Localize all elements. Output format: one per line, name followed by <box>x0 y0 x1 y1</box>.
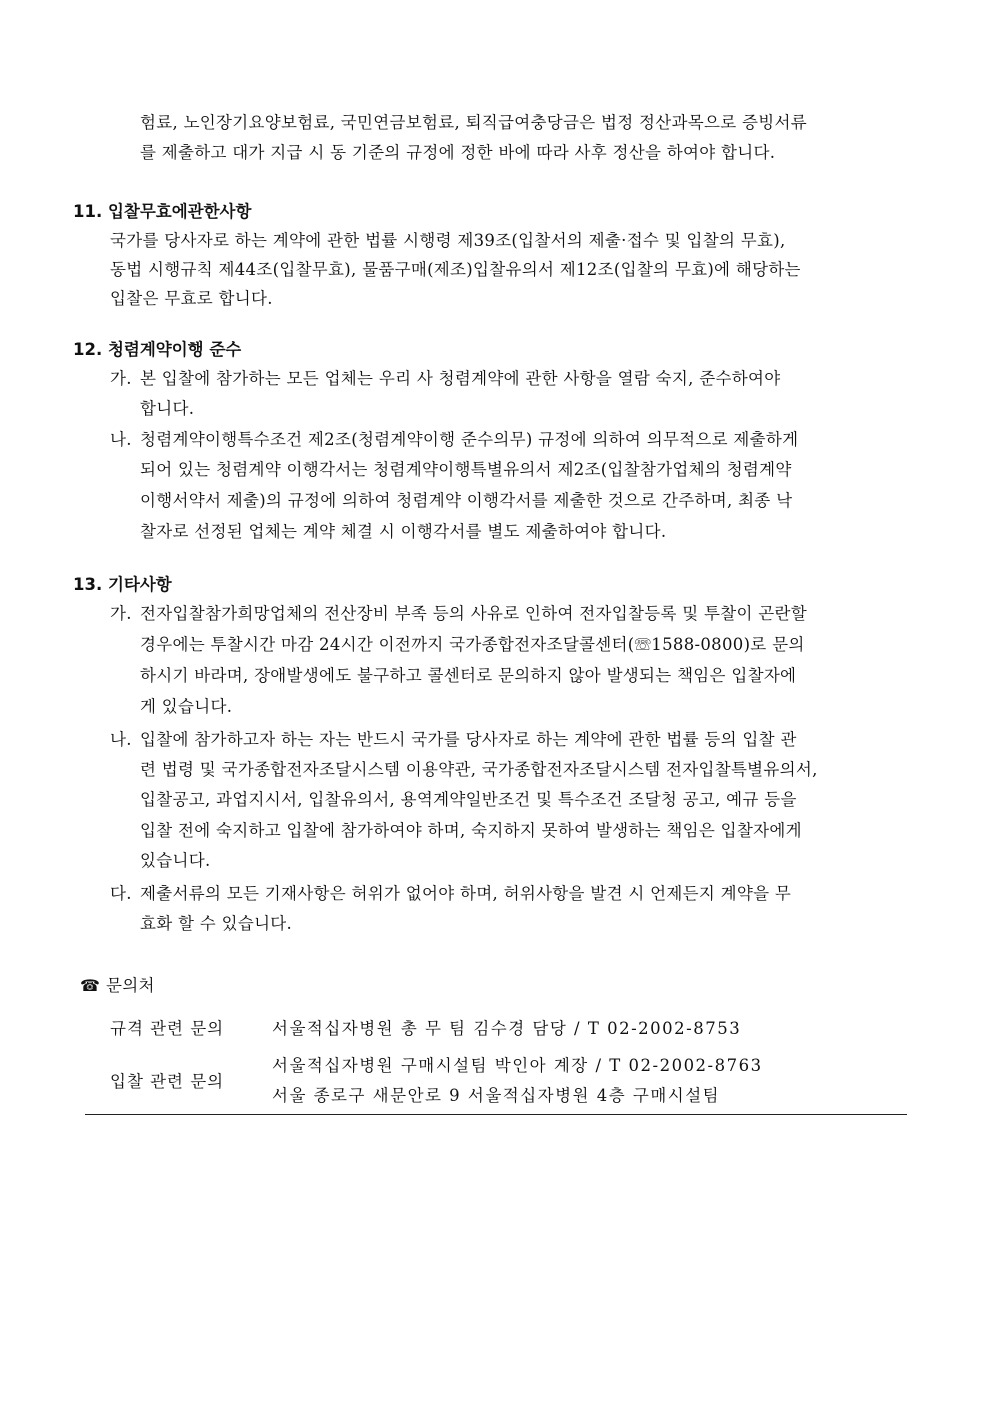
section-13-item-na-line-2: 련 법령 및 국가종합전자조달시스템 이용약관, 국가종합전자조달시스템 전자입찰특별유의서, <box>140 760 818 779</box>
section-12-item-na-line-4: 찰자로 선정된 업체는 계약 체결 시 이행각서를 별도 제출하여야 합니다. <box>140 522 667 541</box>
section-12-item-na-line-2: 되어 있는 청렴계약 이행각서는 청렴계약이행특별유의서 제2조(입찰참가업체의 청렴계약 <box>140 460 792 479</box>
section-13-item-na-line-5: 있습니다. <box>140 851 211 870</box>
contact-row-bid-value-1: 서울적십자병원 구매시설팀 박인아 계장 / T 02-2002-8763 <box>272 1056 763 1075</box>
section-11-line-1: 국가를 당사자로 하는 계약에 관한 법률 시행령 제39조(입찰서의 제출·접수 및 입찰의 무효), <box>110 231 786 250</box>
contact-divider <box>85 1114 907 1115</box>
section-13-item-na-line-4: 입찰 전에 숙지하고 입찰에 참가하여야 하며, 숙지하지 못하여 발생하는 책임은 입찰자에게 <box>140 821 802 840</box>
section-13-item-ga-line-2: 경우에는 투찰시간 마감 24시간 이전까지 국가종합전자조달콜센터(☏1588-0800)로 문의 <box>140 635 805 654</box>
intro-line-2: 를 제출하고 대가 지급 시 동 기준의 규정에 정한 바에 따라 사후 정산을 하여야 합니다. <box>140 143 776 162</box>
section-11-line-2: 동법 시행규칙 제44조(입찰무효), 물품구매(제조)입찰유의서 제12조(입찰의 무효)에 해당하는 <box>110 260 801 279</box>
section-12-title: 12. 청렴계약이행 준수 <box>73 340 242 359</box>
section-12-item-na-marker: 나. <box>110 430 132 449</box>
section-13-item-ga-line-4: 게 있습니다. <box>140 697 233 716</box>
intro-line-1: 험료, 노인장기요양보험료, 국민연금보험료, 퇴직급여충당금은 법정 정산과목으로 증빙서류 <box>140 113 807 132</box>
section-13-item-na-marker: 나. <box>110 730 132 749</box>
section-13-item-na-line-3: 입찰공고, 과업지시서, 입찰유의서, 용역계약일반조건 및 특수조건 조달청 공고, 예규 등을 <box>140 790 797 809</box>
contact-heading: 문의처 <box>106 976 155 995</box>
section-12-item-ga-line-2: 합니다. <box>140 399 195 418</box>
section-12-item-na-line-3: 이행서약서 제출)의 규정에 의하여 청렴계약 이행각서를 제출한 것으로 간주하며, 최종 낙 <box>140 491 793 510</box>
section-13-item-ga-line-3: 하시기 바라며, 장애발생에도 불구하고 콜센터로 문의하지 않아 발생되는 책임은 입찰자에 <box>140 666 797 685</box>
section-13-item-da-marker: 다. <box>110 884 132 903</box>
section-13-title: 13. 기타사항 <box>73 575 172 594</box>
section-13-item-ga-line-1: 전자입찰참가희망업체의 전산장비 부족 등의 사유로 인하여 전자입찰등록 및 투찰이 곤란할 <box>140 604 807 623</box>
contact-row-bid-value-2: 서울 종로구 새문안로 9 서울적십자병원 4층 구매시설팀 <box>272 1086 721 1105</box>
section-12-item-ga-marker: 가. <box>110 369 132 388</box>
contact-row-bid-label: 입찰 관련 문의 <box>110 1072 225 1091</box>
section-12-item-ga-line-1: 본 입찰에 참가하는 모든 업체는 우리 사 청렴계약에 관한 사항을 열람 숙지, 준수하여야 <box>140 369 781 388</box>
section-13-item-na-line-1: 입찰에 참가하고자 하는 자는 반드시 국가를 당사자로 하는 계약에 관한 법률 등의 입찰 관 <box>140 730 797 749</box>
section-11-title: 11. 입찰무효에관한사항 <box>73 202 252 221</box>
contact-row-spec-label: 규격 관련 문의 <box>110 1019 225 1038</box>
section-13-item-ga-marker: 가. <box>110 604 132 623</box>
section-12-item-na-line-1: 청렴계약이행특수조건 제2조(청렴계약이행 준수의무) 규정에 의하여 의무적으로 제출하게 <box>140 430 799 449</box>
section-13-item-da-line-2: 효화 할 수 있습니다. <box>140 914 293 933</box>
section-11-line-3: 입찰은 무효로 합니다. <box>110 289 273 308</box>
section-13-item-da-line-1: 제출서류의 모든 기재사항은 허위가 없어야 하며, 허위사항을 발견 시 언제든지 계약을 무 <box>140 884 792 903</box>
contact-row-spec-value: 서울적십자병원 총 무 팀 김수경 담당 / T 02-2002-8753 <box>272 1019 742 1038</box>
phone-icon: ☎ <box>80 976 100 995</box>
